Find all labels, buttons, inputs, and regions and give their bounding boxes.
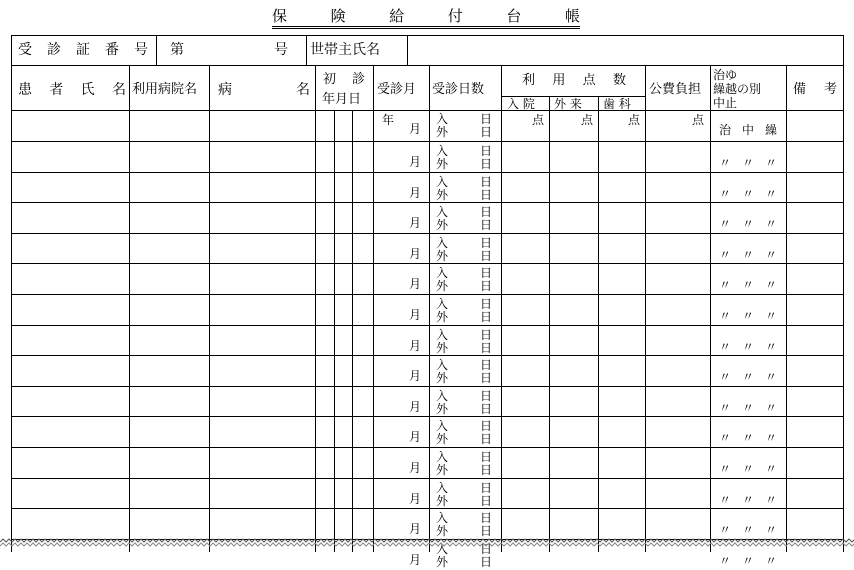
table-row[interactable] [12,509,843,540]
row-day-label: 日 [480,480,493,495]
row-day-label: 日 [480,248,493,263]
row-divider [12,263,843,264]
ditto-mark: 〃 [741,247,754,262]
header-sep-2 [306,36,307,65]
ditto-mark: 〃 [719,370,732,385]
row-month-label: 月 [409,430,422,445]
ditto-mark: 〃 [764,278,777,293]
ditto-mark: 〃 [764,523,777,538]
cert-number-label [18,43,148,57]
row-out-label: 外 [436,371,449,386]
remarks-header-char: 考 [823,82,837,97]
ditto-mark: 〃 [764,462,777,476]
row-day-label: 日 [480,218,493,233]
row-day-label: 日 [480,205,493,220]
ditto-mark: 〃 [741,400,754,415]
ditto-mark: 〃 [741,217,754,232]
ditto-mark: 〃 [741,462,754,476]
table-row[interactable] [12,356,843,387]
row-out-label: 外 [436,187,449,202]
points-header-char: 利 [522,73,536,88]
torn-edge-line [0,543,854,546]
ditto-mark: 〃 [764,247,777,262]
row-day-label: 日 [480,358,493,373]
row-out-label: 外 [436,401,449,416]
points-dental-header: 歯 科 [603,97,631,111]
torn-edge [0,538,854,551]
row-month-label: 月 [409,461,422,475]
row-out-label: 外 [436,554,449,569]
row-outcome-labels [719,124,777,136]
points-header-char: 数 [612,73,626,88]
row-day-label: 日 [480,419,493,434]
row-day-label: 日 [480,524,493,539]
table-row[interactable] [12,448,843,479]
row-day-label: 日 [480,554,493,569]
first-visit-header [323,73,365,86]
row-day-label: 日 [480,187,493,202]
row-divider [12,478,843,479]
cert-dai-label: 第 [170,42,184,58]
row-point-label: 点 [628,113,641,127]
cert-number-field[interactable] [184,36,270,65]
row-month-label: 月 [409,491,422,506]
row-month-label: 月 [409,338,422,353]
points-header-char: 用 [552,73,566,88]
cert-label-char: 番 [105,42,119,58]
row-ditto-marks [719,432,777,444]
points-header [522,74,626,87]
row-day-label: 日 [480,279,493,294]
row-in-label: 入 [436,112,449,126]
ditto-mark: 〃 [719,400,732,415]
row-ditto-marks [719,157,777,169]
table-row[interactable] [12,387,843,418]
row-in-label: 入 [436,235,449,250]
table-row[interactable] [12,234,843,265]
row-ditto-marks [719,249,777,261]
row-point-label: 点 [581,113,594,127]
row-point-label: 点 [532,113,545,127]
header-divider [12,65,843,66]
row-day-label: 日 [480,511,493,526]
title-char: 付 [447,6,463,25]
row-out-label: 外 [436,340,449,355]
row-month-label: 月 [409,216,422,231]
title-char: 険 [330,6,346,25]
row-day-label: 日 [480,371,493,386]
outcome-char: 中 [741,123,754,137]
ditto-mark: 〃 [764,186,777,201]
table-row[interactable] [12,173,843,204]
ditto-mark: 〃 [741,309,754,323]
row-ditto-marks [719,463,777,475]
ditto-mark: 〃 [741,553,754,568]
ditto-mark: 〃 [719,431,732,446]
row-divider [12,141,843,142]
ditto-mark: 〃 [764,553,777,568]
points-outpatient-header: 外 来 [554,97,582,111]
title-char: 帳 [564,6,580,25]
patient-name-header [18,83,126,97]
row-day-label: 日 [480,144,493,158]
row-day-label: 日 [480,235,493,250]
row-in-label: 入 [436,419,449,434]
table-row[interactable] [12,295,843,326]
row-ditto-marks [719,555,777,567]
table-row[interactable] [12,142,843,173]
row-out-label: 外 [436,524,449,539]
ditto-mark: 〃 [741,339,754,354]
household-head-label: 世帯主氏名 [310,42,380,58]
row-month-label: 月 [409,522,422,537]
ditto-mark: 〃 [764,217,777,232]
patient-header-char: 名 [111,82,126,98]
row-out-label: 外 [436,493,449,508]
outcome-char: 治 [719,123,732,137]
ditto-mark: 〃 [741,431,754,446]
row-ditto-marks [719,188,777,200]
row-in-label: 入 [436,511,449,526]
ditto-mark: 〃 [764,339,777,354]
title-char: 給 [389,6,405,25]
row-month-label: 月 [409,155,422,169]
ditto-mark: 〃 [719,186,732,201]
remarks-header-char: 備 [793,82,807,97]
row-day-label: 日 [480,388,493,403]
table-row[interactable] [12,203,843,234]
row-in-label: 入 [436,450,449,464]
row-out-label: 外 [436,125,449,139]
row-month-label: 月 [409,399,422,414]
row-out-label: 外 [436,463,449,477]
title-char: 台 [506,6,522,25]
row-in-label: 入 [436,480,449,495]
row-in-label: 入 [436,144,449,158]
patient-header-char: 患 [18,82,32,98]
row-day-label: 日 [480,401,493,416]
outcome-header-1: 治ゆ [713,68,738,82]
row-in-label: 入 [436,205,449,220]
row-ditto-marks [719,524,777,536]
row-day-label: 日 [480,266,493,281]
patient-header-char: 氏 [80,82,95,98]
row-divider [12,233,843,234]
row-day-label: 日 [480,450,493,464]
first-visit-ymd-header: 年月日 [322,92,362,107]
row-in-label: 入 [436,174,449,189]
row-month-label: 月 [409,246,422,261]
ditto-mark: 〃 [719,492,732,507]
row-out-label: 外 [436,248,449,263]
ledger-sheet [11,35,844,569]
remarks-header [793,83,837,96]
ditto-mark: 〃 [741,278,754,293]
outcome-header-3: 中止 [713,96,738,110]
ditto-mark: 〃 [719,462,732,476]
ditto-mark: 〃 [719,553,732,568]
row-divider [12,172,843,173]
header-sep-1 [156,36,157,65]
ditto-mark: 〃 [719,247,732,262]
ledger-title [272,4,580,29]
first-visit-char: 診 [351,72,365,87]
row-ditto-marks [719,341,777,353]
row-day-label: 日 [480,297,493,311]
row-in-label: 入 [436,297,449,311]
disease-name-header [218,83,310,97]
torn-edge-line [0,539,854,542]
row-day-label: 日 [480,432,493,447]
row-point-label: 点 [692,113,705,127]
row-day-label: 日 [480,541,493,556]
row-divider [12,294,843,295]
row-month-label: 月 [409,277,422,292]
ditto-mark: 〃 [741,186,754,201]
row-in-label: 入 [436,541,449,556]
ditto-mark: 〃 [741,492,754,507]
ditto-mark: 〃 [719,523,732,538]
row-month-label: 月 [409,552,422,567]
cert-label-char: 受 [18,42,32,58]
row-divider [12,416,843,417]
ditto-mark: 〃 [764,370,777,385]
ditto-mark: 〃 [764,431,777,446]
row-ditto-marks [719,494,777,506]
row-day-label: 日 [480,310,493,324]
points-header-char: 点 [582,73,596,88]
visit-month-header: 受診月 [377,82,417,97]
row-month-label: 月 [409,308,422,322]
visit-days-header: 受診日数 [432,82,485,97]
points-inpatient-header: 入 院 [507,97,535,111]
row-ditto-marks [719,310,777,322]
row-in-label: 入 [436,358,449,373]
row-month-label: 月 [409,122,422,136]
cert-go-label: 号 [274,42,288,58]
patient-header-char: 者 [49,82,64,98]
row-month-label: 月 [409,369,422,384]
row-ditto-marks [719,402,777,414]
row-day-label: 日 [480,493,493,508]
cert-label-char: 号 [134,42,148,58]
row-day-label: 日 [480,157,493,171]
cert-label-char: 証 [76,42,90,58]
table-row[interactable] [12,111,843,141]
row-day-label: 日 [480,463,493,477]
ditto-mark: 〃 [719,278,732,293]
table-row[interactable] [12,264,843,295]
ditto-mark: 〃 [741,523,754,538]
ditto-mark: 〃 [764,492,777,507]
row-ditto-marks [719,371,777,383]
row-out-label: 外 [436,218,449,233]
row-divider [12,325,843,326]
row-divider [12,386,843,387]
row-divider [12,447,843,448]
ditto-mark: 〃 [719,339,732,354]
row-divider [12,202,843,203]
title-char: 保 [272,6,288,25]
disease-header-char: 名 [296,82,310,98]
public-burden-header: 公費負担 [649,82,702,97]
ditto-mark: 〃 [719,217,732,232]
table-row[interactable] [12,417,843,448]
row-ditto-marks [719,279,777,291]
ditto-mark: 〃 [741,156,754,170]
row-out-label: 外 [436,157,449,171]
row-month-label: 月 [409,185,422,200]
table-row[interactable] [12,326,843,357]
table-row[interactable] [12,479,843,510]
outcome-char: 繰 [764,123,777,137]
ditto-mark: 〃 [764,156,777,170]
ditto-mark: 〃 [764,400,777,415]
row-out-label: 外 [436,310,449,324]
row-in-label: 入 [436,388,449,403]
outcome-header-2: 繰越の別 [713,82,762,96]
ditto-mark: 〃 [741,370,754,385]
disease-header-char: 病 [218,82,232,98]
row-day-label: 日 [480,112,493,126]
hospital-name-header: 利用病院名 [132,82,198,97]
row-in-label: 入 [436,266,449,281]
row-out-label: 外 [436,279,449,294]
row-day-label: 日 [480,340,493,355]
row-year-label: 年 [382,113,395,127]
first-visit-char: 初 [323,72,337,87]
row-divider [12,508,843,509]
cert-label-char: 診 [47,42,61,58]
row-day-label: 日 [480,125,493,139]
ditto-mark: 〃 [719,309,732,323]
row-day-label: 日 [480,327,493,342]
ditto-mark: 〃 [764,309,777,323]
row-divider [12,355,843,356]
household-head-field[interactable] [408,36,842,65]
row-ditto-marks [719,218,777,230]
ditto-mark: 〃 [719,156,732,170]
row-day-label: 日 [480,174,493,189]
row-out-label: 外 [436,432,449,447]
row-in-label: 入 [436,327,449,342]
